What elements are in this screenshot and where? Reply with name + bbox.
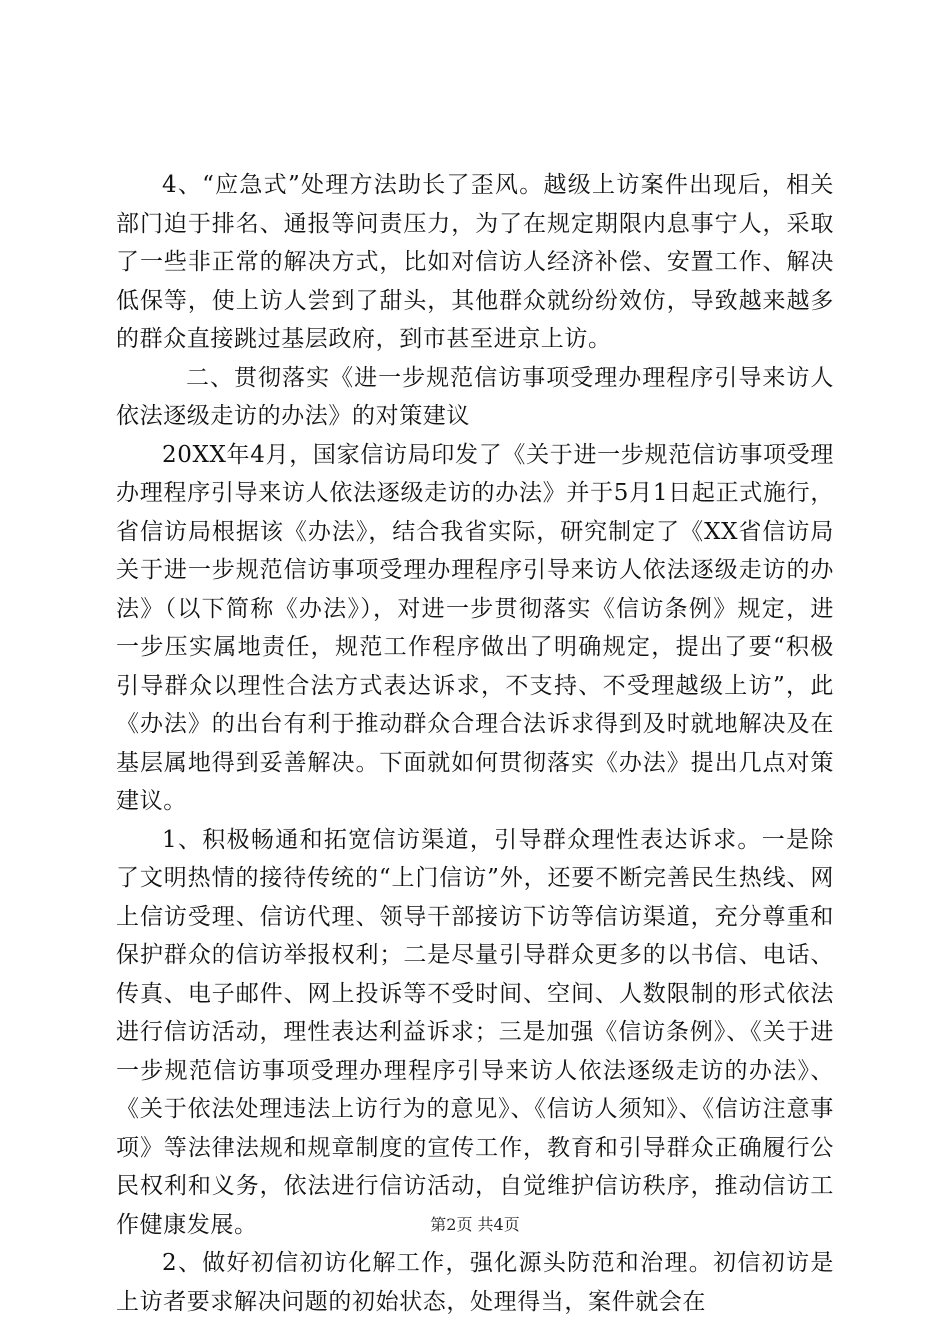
paragraph-4-emergency-handling: 4、“应急式”处理方法助长了歪风。越级上访案件出现后，相关部门迫于排名、通报等问责压力，为了在规定期限内息事宁人，采取了一些非正常的解决方式，比如对信访人经济补偿、安置工作、解决低保等，使上访人尝到了甜头，其他群众就纷纷效仿，导致越来越多的群众直接跳过基层政府，到市甚至进京上访。 xyxy=(116,172,834,352)
document-body xyxy=(116,166,834,1321)
paragraph-suggestion-2: 2、做好初信初访化解工作，强化源头防范和治理。初信初访是上访者要求解决问题的初始状态，处理得当，案件就会在 xyxy=(116,1250,834,1315)
page-number-footer: 第2页 共4页 xyxy=(430,1215,520,1234)
paragraph-suggestion-1: 1、积极畅通和拓宽信访渠道，引导群众理性表达诉求。一是除了文明热情的接待传统的“上门信访”外，还要不断完善民生热线、网上信访受理、信访代理、领导干部接访下访等信访渠道，充分尊重和保护群众的信访举报权利；二是尽量引导群众更多的以书信、电话、传真、电子邮件、网上投诉等不受时间、空间、人数限制的形式依法进行信访活动，理性表达利益诉求；三是加强《信访条例》、《关于进一步规范信访事项受理办理程序引导来访人依法逐级走访的办法》、《关于依法处理违法上访行为的意见》、《信访人须知》、《信访注意事项》等法律法规和规章制度的宣传工作，教育和引导群众正确履行公民权利和义务，依法进行信访活动，自觉维护信访秩序，推动信访工作健康发展。 xyxy=(116,826,834,1238)
paragraph-policy-background: 20XX年4月，国家信访局印发了《关于进一步规范信访事项受理办理程序引导来访人依法逐级走访的办法》并于5月1日起正式施行，省信访局根据该《办法》，结合我省实际，研究制定了《XX省信访局关于进一步规范信访事项受理办理程序引导来访人依法逐级走访的办法》（以下简称《办法》），对进一步贯彻落实《信访条例》规定，进一步压实属地责任，规范工作程序做出了明确规定，提出了要“积极引导群众以理性合法方式表达诉求，不支持、不受理越级上访”，此《办法》的出台有利于推动群众合理合法诉求得到及时就地解决及在基层属地得到妥善解决。下面就如何贯彻落实《办法》提出几点对策建议。 xyxy=(116,441,834,814)
section-heading-two: 二、贯彻落实《进一步规范信访事项受理办理程序引导来访人依法逐级走访的办法》的对策建议 xyxy=(116,364,834,429)
